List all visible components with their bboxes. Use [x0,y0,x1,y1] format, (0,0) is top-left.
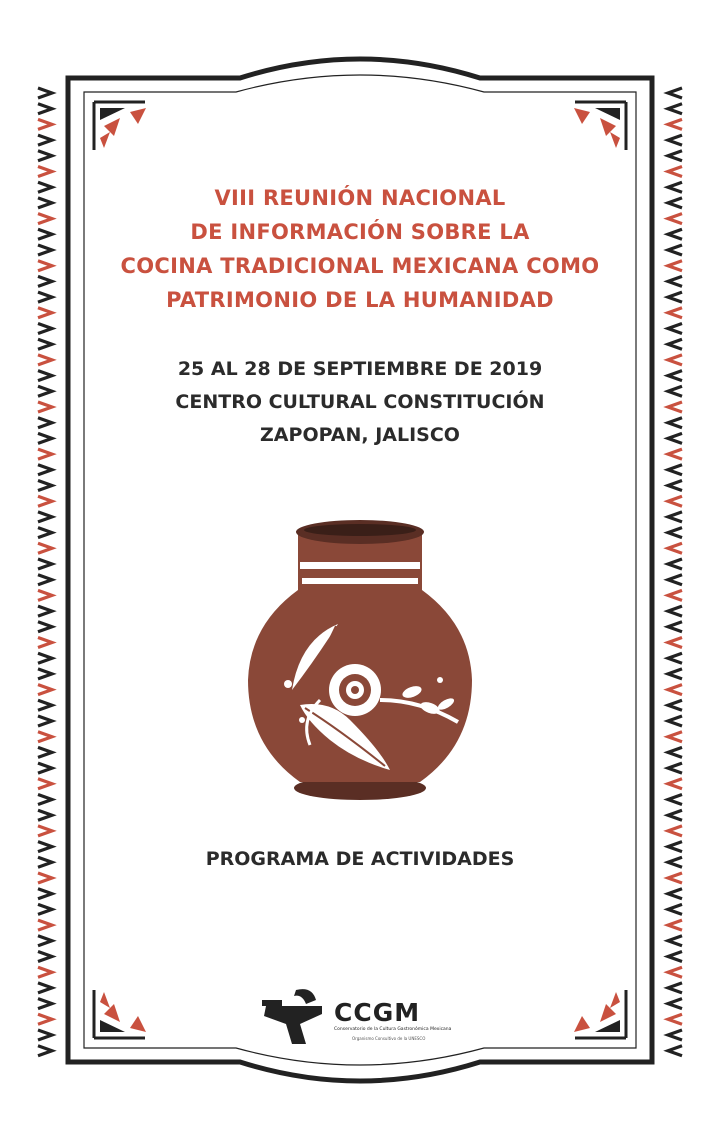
chevron-mark [668,622,682,632]
chevron-mark [38,386,52,396]
chevron-mark [668,261,682,271]
chevron-mark [668,795,682,805]
logo-acronym: CCGM [334,998,421,1027]
chevron-mark [38,763,52,773]
chevron-mark [668,386,682,396]
chevron-mark [38,857,52,867]
chevron-mark [38,622,52,632]
chevron-mark [38,747,52,757]
chevron-mark [668,512,682,522]
metate-logo-icon [262,989,322,1044]
chevron-mark [668,543,682,553]
chevron-mark [38,481,52,491]
title-line-2: DE INFORMACIÓN SOBRE LA [190,220,530,244]
chevron-mark [38,779,52,789]
chevron-mark [668,638,682,648]
chevron-mark [38,135,52,145]
chevron-mark [668,355,682,365]
chevron-mark [38,88,52,98]
chevron-mark [38,308,52,318]
chevron-mark [38,182,52,192]
chevron-mark [38,873,52,883]
chevron-mark [38,402,52,412]
chevron-mark [38,653,52,663]
corner-ornament-bottom-left [94,990,146,1038]
chevron-mark [38,952,52,962]
chevron-mark [38,543,52,553]
chevron-mark [38,119,52,129]
chevron-mark [668,810,682,820]
chevron-mark [668,292,682,302]
event-dates: 25 AL 28 DE SEPTIEMBRE DE 2019 [177,358,543,380]
chevron-mark [668,229,682,239]
chevron-mark [668,920,682,930]
chevron-mark [668,904,682,914]
chevron-mark [38,1014,52,1024]
chevron-mark [668,528,682,538]
chevron-mark [668,402,682,412]
clay-pot-illustration [248,520,472,800]
chevron-mark [668,182,682,192]
chevron-mark [38,371,52,381]
corner-ornament-top-left [94,102,146,150]
chevron-mark [668,559,682,569]
title-line-4: PATRIMONIO DE LA HUMANIDAD [166,288,554,312]
chevron-mark [668,1046,682,1056]
chevron-mark [38,669,52,679]
chevron-mark [668,167,682,177]
chevron-mark [38,826,52,836]
chevron-mark [668,685,682,695]
chevron-mark [668,496,682,506]
chevron-mark [668,936,682,946]
chevron-mark [668,433,682,443]
chevron-mark [668,371,682,381]
chevron-mark [668,826,682,836]
event-city: ZAPOPAN, JALISCO [260,424,460,446]
chevron-mark [668,88,682,98]
chevron-mark [38,590,52,600]
chevron-mark [38,418,52,428]
chevron-mark [38,575,52,585]
chevron-mark [668,952,682,962]
chevron-mark [668,1030,682,1040]
chevron-mark [668,481,682,491]
chevron-mark [38,198,52,208]
chevron-mark [668,339,682,349]
chevron-mark [668,700,682,710]
right-chevron-border [668,88,682,1056]
chevron-mark [668,653,682,663]
chevron-mark [38,810,52,820]
chevron-mark [38,276,52,286]
chevron-mark [38,433,52,443]
chevron-mark [38,685,52,695]
chevron-mark [38,795,52,805]
chevron-mark [38,104,52,114]
chevron-mark [38,449,52,459]
chevron-mark [668,276,682,286]
title-line-1: VIII REUNIÓN NACIONAL [214,186,506,210]
chevron-mark [38,716,52,726]
chevron-mark [38,292,52,302]
event-venue: CENTRO CULTURAL CONSTITUCIÓN [175,391,545,413]
chevron-mark [38,465,52,475]
title-line-3: COCINA TRADICIONAL MEXICANA COMO [120,254,600,278]
chevron-mark [38,245,52,255]
chevron-mark [38,496,52,506]
chevron-mark [668,575,682,585]
chevron-mark [38,324,52,334]
chevron-mark [668,763,682,773]
chevron-mark [668,418,682,428]
chevron-mark [38,559,52,569]
chevron-mark [668,606,682,616]
chevron-mark [38,229,52,239]
chevron-mark [38,1046,52,1056]
chevron-mark [38,732,52,742]
chevron-mark [38,528,52,538]
chevron-mark [38,999,52,1009]
chevron-mark [668,716,682,726]
chevron-mark [668,324,682,334]
chevron-mark [38,638,52,648]
chevron-mark [668,590,682,600]
chevron-mark [668,465,682,475]
chevron-mark [668,873,682,883]
chevron-mark [668,198,682,208]
left-chevron-border [38,88,52,1056]
chevron-mark [38,355,52,365]
chevron-mark [668,889,682,899]
chevron-mark [668,999,682,1009]
logo-full-name: Conservatorio de la Cultura Gastronómica Mexicana [334,1027,452,1032]
chevron-mark [38,889,52,899]
chevron-mark [668,732,682,742]
chevron-mark [668,779,682,789]
chevron-mark [668,245,682,255]
chevron-mark [38,167,52,177]
chevron-mark [38,936,52,946]
chevron-mark [38,606,52,616]
corner-ornament-bottom-right [574,990,626,1038]
chevron-mark [668,214,682,224]
chevron-mark [38,983,52,993]
chevron-mark [668,857,682,867]
chevron-mark [668,1014,682,1024]
chevron-mark [38,339,52,349]
chevron-mark [38,920,52,930]
chevron-mark [668,449,682,459]
chevron-mark [38,261,52,271]
chevron-mark [668,842,682,852]
chevron-mark [668,135,682,145]
program-heading: PROGRAMA DE ACTIVIDADES [205,848,515,870]
corner-ornament-top-right [574,102,626,150]
chevron-mark [668,151,682,161]
chevron-mark [38,1030,52,1040]
chevron-mark [668,308,682,318]
chevron-mark [38,214,52,224]
chevron-mark [668,983,682,993]
chevron-mark [38,904,52,914]
chevron-mark [668,669,682,679]
chevron-mark [668,967,682,977]
chevron-mark [668,104,682,114]
chevron-mark [668,747,682,757]
chevron-mark [38,967,52,977]
chevron-mark [38,151,52,161]
chevron-mark [38,700,52,710]
chevron-mark [38,842,52,852]
chevron-mark [38,512,52,522]
logo-affiliation: Organismo Consultivo de la UNESCO [352,1036,426,1041]
chevron-mark [668,119,682,129]
